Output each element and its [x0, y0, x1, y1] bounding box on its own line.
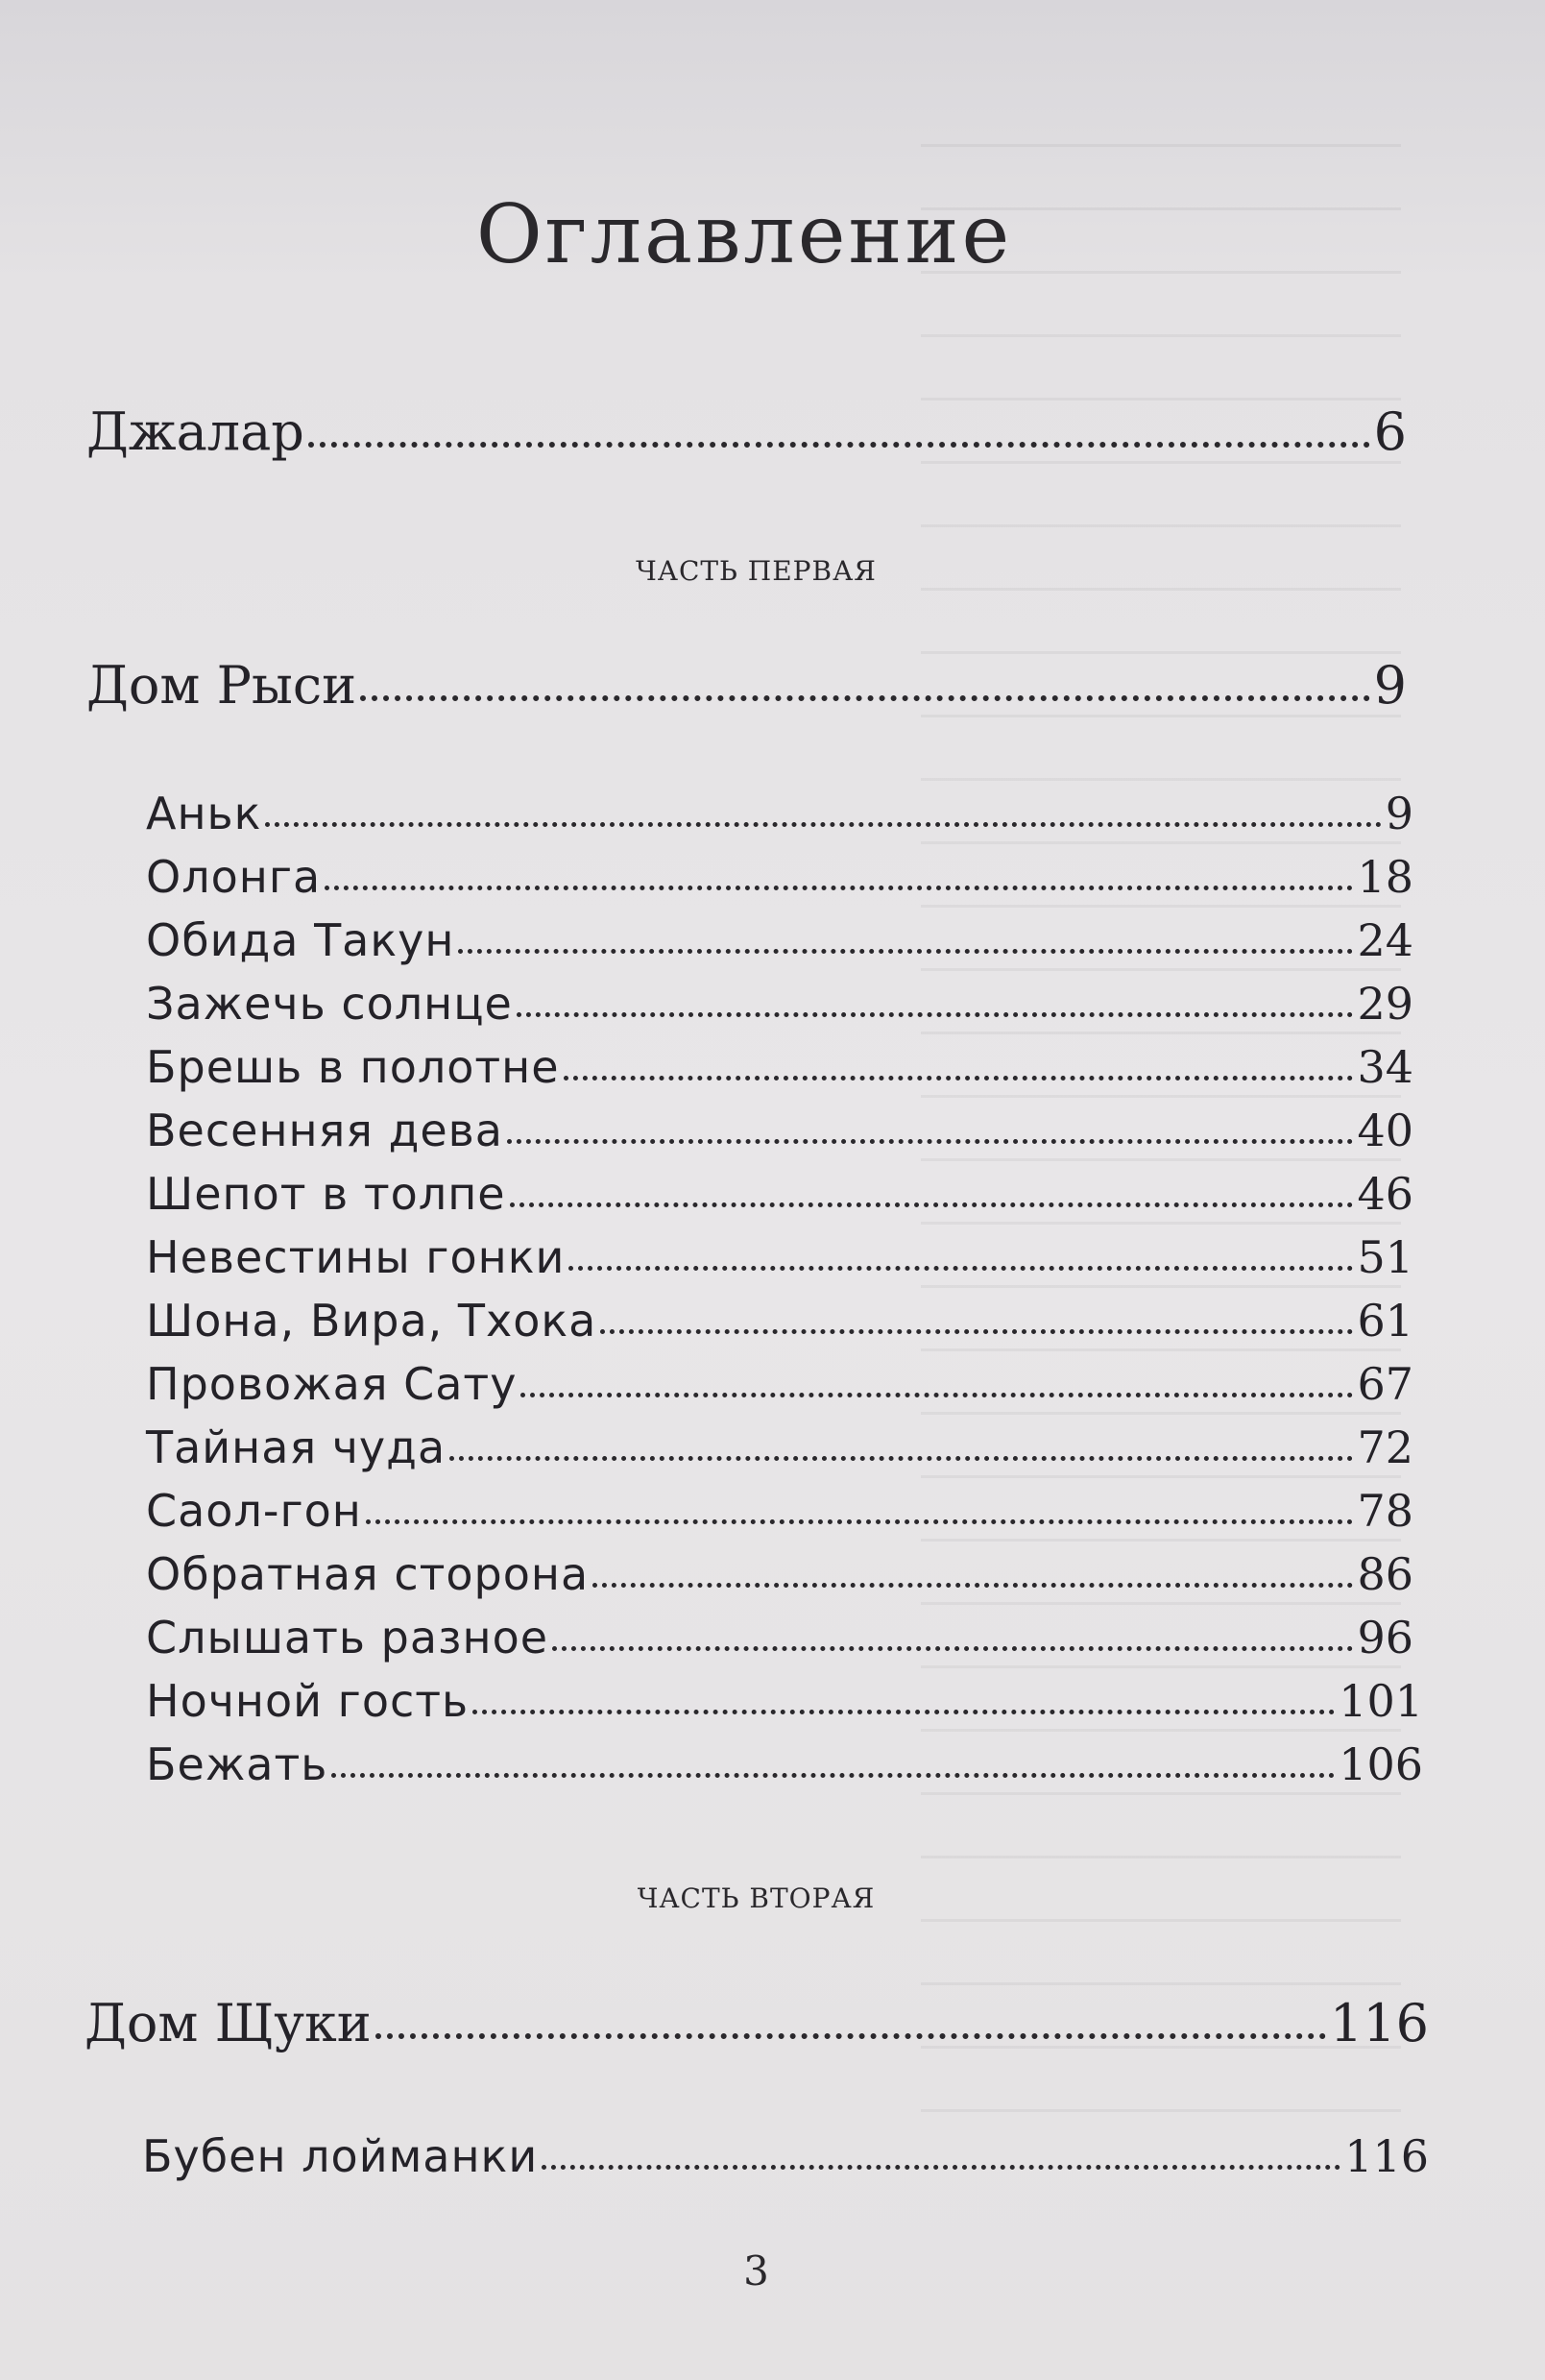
toc-entry[interactable]: [142, 2130, 1429, 2188]
toc-label: Обратная сторона: [146, 1548, 590, 1600]
toc-page: 51: [1357, 1231, 1413, 1283]
leader-dots: [360, 695, 1370, 701]
toc-page: 78: [1357, 1485, 1413, 1537]
toc-page: 86: [1357, 1548, 1413, 1600]
leader-dots: [592, 1583, 1353, 1588]
toc-entry[interactable]: [146, 1358, 1413, 1416]
part-heading: ЧАСТЬ ВТОРАЯ: [637, 1882, 876, 1914]
leader-dots: [366, 1519, 1354, 1524]
toc-label: Обида Такун: [146, 914, 455, 966]
toc-label: Джалар: [86, 401, 304, 462]
toc-page: 106: [1339, 1738, 1423, 1790]
toc-entry-chapter[interactable]: [86, 655, 1407, 724]
toc-entry[interactable]: [146, 1041, 1413, 1099]
toc-label: Аньк: [146, 788, 262, 839]
toc-label: Слышать разное: [146, 1612, 549, 1664]
leader-dots: [331, 1773, 1335, 1778]
leader-dots: [449, 1456, 1353, 1461]
toc-label: Дом Щуки: [84, 1993, 372, 2053]
part-heading: ЧАСТЬ ПЕРВАЯ: [636, 555, 877, 587]
toc-entry[interactable]: [146, 1548, 1413, 1606]
toc-label: Брешь в полотне: [146, 1041, 560, 1093]
leader-dots: [520, 1393, 1353, 1397]
toc-page: 9: [1385, 788, 1413, 839]
toc-label: Шона, Вира, Тхока: [146, 1295, 597, 1347]
leader-dots: [510, 1202, 1354, 1207]
toc-label: Бубен лойманки: [142, 2130, 539, 2182]
toc-entry[interactable]: [146, 1168, 1413, 1226]
toc-entry[interactable]: [146, 1675, 1423, 1733]
toc-page: 67: [1357, 1358, 1413, 1410]
toc-page: 9: [1373, 655, 1407, 716]
toc-page: 18: [1357, 851, 1413, 903]
toc-entry[interactable]: [146, 1612, 1413, 1669]
leader-dots: [542, 2165, 1340, 2170]
leader-dots: [517, 1012, 1354, 1017]
toc-entry[interactable]: [146, 1421, 1413, 1479]
page-number: 3: [743, 2247, 769, 2295]
toc-label: Зажечь солнце: [146, 978, 513, 1030]
toc-entry[interactable]: [146, 978, 1413, 1035]
toc-entry[interactable]: [146, 1105, 1413, 1162]
toc-page: 61: [1357, 1295, 1413, 1347]
leader-dots: [552, 1646, 1353, 1651]
toc-label: Саол-гон: [146, 1485, 362, 1537]
leader-dots: [458, 949, 1353, 954]
toc-entry[interactable]: [146, 1485, 1413, 1542]
leader-dots: [308, 442, 1370, 448]
toc-page: 116: [1344, 2130, 1429, 2182]
toc-label: Олонга: [146, 851, 322, 903]
toc-label: Шепот в толпе: [146, 1168, 506, 1220]
leader-dots: [564, 1076, 1354, 1081]
toc-entry-chapter[interactable]: [84, 1993, 1429, 2062]
toc-label: Невестины гонки: [146, 1231, 566, 1283]
toc-label: Провожая Сату: [146, 1358, 518, 1410]
leader-dots: [568, 1266, 1353, 1271]
toc-entry[interactable]: [146, 1295, 1413, 1352]
toc-label: Дом Рыси: [86, 655, 357, 716]
leader-dots: [507, 1139, 1353, 1144]
toc-page: 34: [1357, 1041, 1413, 1093]
toc-page: 101: [1339, 1675, 1423, 1727]
toc-page: 29: [1357, 978, 1413, 1030]
toc-entry[interactable]: [146, 851, 1413, 909]
toc-page: 24: [1357, 914, 1413, 966]
toc-page: 46: [1357, 1168, 1413, 1220]
leader-dots: [265, 822, 1381, 827]
toc-label: Бежать: [146, 1738, 328, 1790]
toc-entry[interactable]: [146, 914, 1413, 972]
toc-label: Тайная чуда: [146, 1421, 447, 1473]
toc-entry-prologue[interactable]: [86, 401, 1407, 471]
toc-page: 116: [1329, 1993, 1429, 2053]
toc-page: 72: [1357, 1421, 1413, 1473]
leader-dots: [375, 2033, 1326, 2039]
toc-label: Ночной гость: [146, 1675, 470, 1727]
toc-entry[interactable]: [146, 1231, 1413, 1289]
toc-label: Весенняя дева: [146, 1105, 503, 1156]
toc-entry[interactable]: [146, 788, 1413, 845]
toc-page: 40: [1357, 1105, 1413, 1156]
toc-page: 96: [1357, 1612, 1413, 1664]
leader-dots: [472, 1710, 1335, 1714]
leader-dots: [325, 886, 1353, 890]
toc-entry[interactable]: [146, 1738, 1423, 1796]
leader-dots: [600, 1329, 1353, 1334]
page-title: Оглавление: [475, 187, 1013, 281]
toc-page: 6: [1373, 401, 1407, 462]
